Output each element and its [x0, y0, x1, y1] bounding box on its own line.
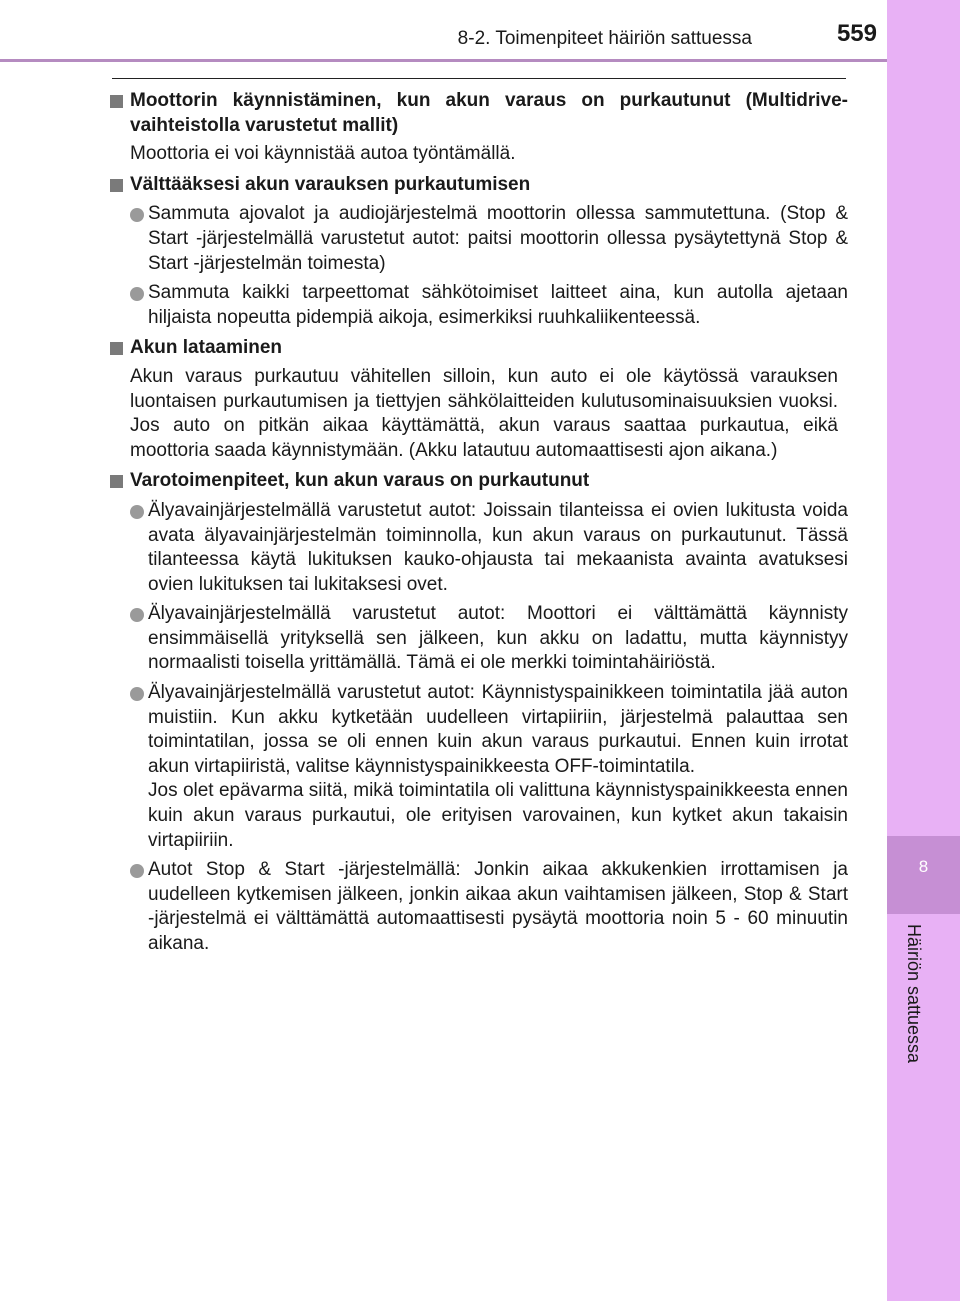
- list-item: [110, 281, 848, 330]
- section-engine-start: [110, 89, 848, 167]
- square-bullet-icon: [110, 95, 123, 108]
- list-item: [110, 602, 848, 676]
- page-header: [0, 0, 887, 62]
- chapter-number: 8: [918, 857, 929, 876]
- section-heading-text: Moottorin käynnistäminen, kun akun varaus on purkautunut (Multidrive-vaihteistolla varustetut mallit): [130, 90, 848, 136]
- content-top-rule: [112, 78, 846, 79]
- list-item-text: Sammuta kaikki tarpeettomat sähkötoimiset laitteet aina, kun autolla ajetaan hiljaista nopeutta pidempiä aikoja, esimerkiksi ruuhkaliikenteessä.: [148, 282, 848, 328]
- list-item-text: Älyavainjärjestelmällä varustetut autot: Moottori ei välttämättä käynnisty ensimmäisellä yrityksellä sen jälkeen, kun akku on ladattu, mutta käynnistyy normaalisti toisella yrittämällä. Tämä ei ole merkki toimintahäiriöstä.: [148, 603, 848, 674]
- section-heading: [110, 336, 848, 361]
- section-paragraph: Akun varaus purkautuu vähitellen silloin, kun auto ei ole käytössä varauksen luontaisen purkautumisen ja tiettyjen sähkölaitteiden kulutusominaisuuksien vuoksi. Jos auto on pitkän aikaa käyttämättä, akun varaus saattaa purkautua, eikä moottoria saada käynnistymään. (Akku latautuu automaattisesti ajon aikana.): [130, 365, 838, 461]
- round-bullet-icon: [130, 208, 144, 222]
- round-bullet-icon: [130, 864, 144, 878]
- page-number: 559: [836, 20, 877, 47]
- section-paragraph: Moottoria ei voi käynnistää autoa työntämällä.: [130, 143, 516, 165]
- section-heading: [110, 173, 848, 198]
- round-bullet-icon: [130, 505, 144, 519]
- round-bullet-icon: [130, 687, 144, 701]
- chapter-side-tab: [887, 0, 960, 1301]
- page-content: [110, 89, 848, 963]
- list-item: [110, 858, 848, 956]
- square-bullet-icon: [110, 179, 123, 192]
- section-precautions: [110, 469, 848, 956]
- square-bullet-icon: [110, 342, 123, 355]
- section-title: 8-2. Toimenpiteet häiriön sattuessa: [457, 28, 752, 49]
- list-item-text: Älyavainjärjestelmällä varustetut autot: Joissain tilanteissa ei ovien lukitusta voida avata älyavainjärjestelmän toiminnolla, kun akun varaus on purkautunut. Tässä tilanteessa käytä lukituksen kauko-ohjausta tai mekaanista avainta avatuksesi ovien lukituksen tai lukitaksesi ovet.: [148, 499, 848, 595]
- list-item-text: Sammuta ajovalot ja audiojärjestelmä moottorin ollessa sammutettuna. (Stop & Start -järjestelmällä varustetut autot: paitsi moottorin ollessa pysäytettynä Stop & Start -järjestelmän toimesta): [148, 203, 848, 274]
- section-heading-text: Varotoimenpiteet, kun akun varaus on purkautunut: [130, 470, 590, 492]
- list-item: [110, 499, 848, 597]
- round-bullet-icon: [130, 287, 144, 301]
- list-item-text-continued: Jos olet epävarma siitä, mikä toimintatila oli valittuna käynnistyspainikkeesta ennen kuin akun varaus purkautui, ole erityisen varovainen, kun kytket akun takaisin virtapiiriin.: [148, 780, 848, 851]
- chapter-title: Häiriön sattuessa: [904, 924, 924, 1064]
- list-item: [110, 681, 848, 853]
- square-bullet-icon: [110, 475, 123, 488]
- header-divider: [0, 59, 887, 62]
- list-item: [110, 202, 848, 276]
- section-heading-text: Välttääksesi akun varauksen purkautumisen: [130, 173, 531, 195]
- section-charging: [110, 336, 848, 463]
- section-heading: [110, 469, 848, 494]
- section-heading-text: Akun lataaminen: [130, 337, 283, 359]
- list-item-text: Älyavainjärjestelmällä varustetut autot: Käynnistyspainikkeen toimintatila jää auton muistiin. Kun akku kytketään uudelleen virtapiiriin, järjestelmä palauttaa sen toimintatilan, jossa se oli ennen kuin akun varaus purkautui. Ennen kuin irrotat akun virtapiiristä, valitse käynnistyspainikkeesta OFF-toimintatila.: [148, 682, 848, 777]
- section-avoid-discharge: [110, 173, 848, 331]
- round-bullet-icon: [130, 608, 144, 622]
- section-heading: [110, 89, 848, 138]
- list-item-text: Autot Stop & Start -järjestelmällä: Jonkin aikaa akkukenkien irrottamisen ja uudelleen kytkemisen jälkeen, jonkin aikaa akun vaihtamisen jälkeen, Stop & Start -järjestelmä ei välttämättä automaattisesti pysäytä moottoria noin 5 - 60 minuutin aikana.: [148, 859, 848, 954]
